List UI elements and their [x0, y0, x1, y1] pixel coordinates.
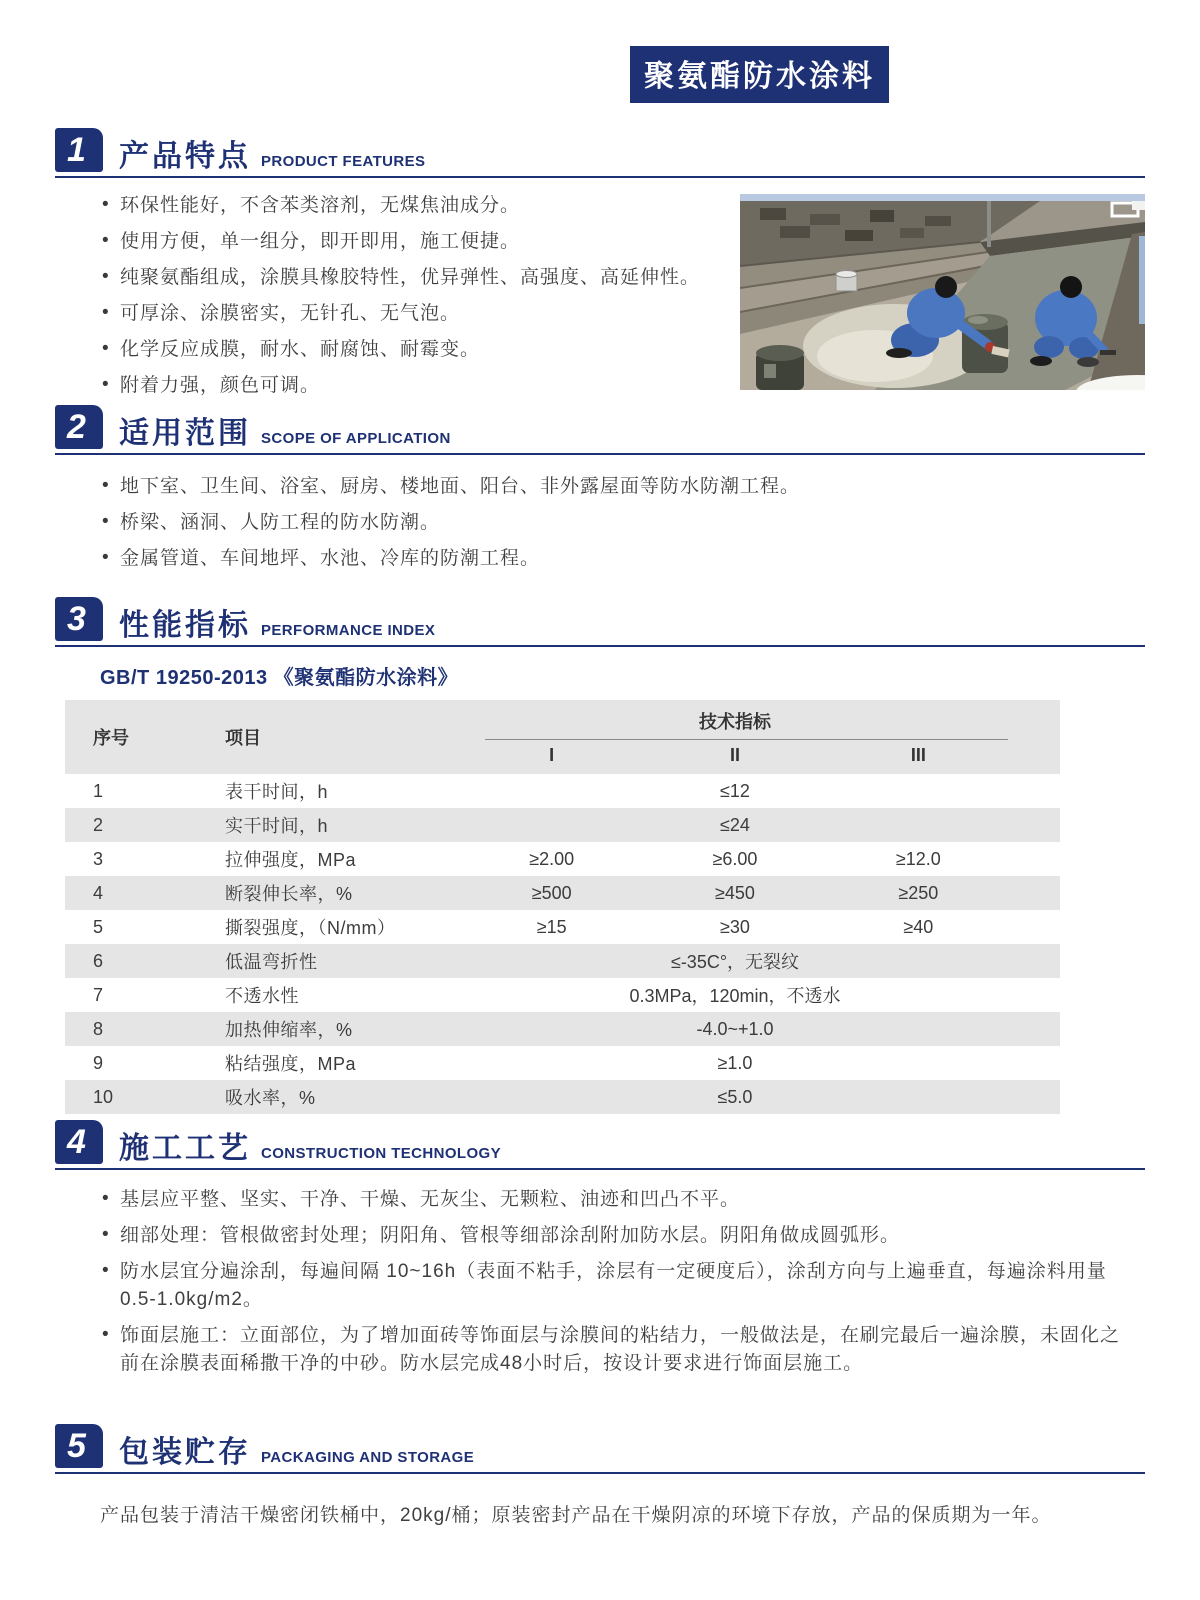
page-title: 聚氨酯防水涂料 — [630, 46, 889, 103]
section-header — [55, 597, 1145, 647]
section-header — [55, 405, 1145, 455]
section-header — [55, 1424, 1145, 1474]
product-application-photo — [740, 194, 1145, 390]
section-header — [55, 128, 1145, 178]
section-title-zh: 适用范围 — [119, 417, 251, 450]
section-title-zh: 施工工艺 — [119, 1132, 251, 1165]
table-row: 9 粘结强度，MPa ≥1.0 — [93, 1052, 753, 1074]
section-title-en: PRODUCT FEATURES — [261, 153, 426, 170]
table-row: 8 加热伸缩率，% -4.0~+1.0 — [65, 1012, 1060, 1046]
list-item: • 防水层宜分遍涂刮，每遍间隔 10~16h（表面不粘手，涂层有一定硬度后），涂刮方向与上遍垂直，每遍涂料用量 0.5-1.0kg/m2。 — [100, 1258, 1135, 1314]
feature-list — [100, 192, 740, 408]
section-number-badge: 4 — [55, 1120, 103, 1164]
table-row: 6 低温弯折性 ≤-35C°，无裂纹 — [65, 944, 1060, 978]
table-row: 5 撕裂强度，（N/mm） ≥15 ≥30 ≥40 — [93, 916, 934, 938]
section-title-zh: 包装贮存 — [119, 1436, 251, 1469]
list-item: • 可厚涂、涂膜密实，无针孔、无气泡。 — [100, 300, 720, 328]
section-product-features — [55, 128, 1145, 408]
list-item: • 附着力强，颜色可调。 — [100, 372, 720, 400]
section-packaging — [55, 1424, 1145, 1527]
list-item: • 桥梁、涵洞、人防工程的防水防潮。 — [100, 509, 1145, 537]
table-row: 3 拉伸强度，MPa ≥2.00 ≥6.00 ≥12.0 — [93, 848, 941, 870]
packaging-paragraph: 产品包装于清洁干燥密闭铁桶中，20kg/桶；原装密封产品在干燥阴凉的环境下存放，产品的保质期为一年。 — [100, 1505, 1052, 1526]
list-item: • 金属管道、车间地坪、水池、冷库的防潮工程。 — [100, 545, 1145, 573]
list-item: • 地下室、卫生间、浴室、厨房、楼地面、阳台、非外露屋面等防水防潮工程。 — [100, 473, 1145, 501]
section-scope — [55, 405, 1145, 581]
list-item: • 环保性能好，不含苯类溶剂，无煤焦油成分。 — [100, 192, 720, 220]
list-item: • 细部处理：管根做密封处理；阴阳角、管根等细部涂刮附加防水层。阴阳角做成圆弧形。 — [100, 1222, 1135, 1250]
table-body — [65, 774, 1060, 1114]
section-performance — [55, 597, 1145, 1114]
section-title-en: SCOPE OF APPLICATION — [261, 430, 451, 447]
table-row: 2 实干时间，h ≤24 — [65, 808, 1060, 842]
table-header — [65, 700, 1060, 774]
section-title-zh: 性能指标 — [119, 609, 251, 642]
table-row: 4 断裂伸长率，% ≥500 ≥450 ≥250 — [65, 876, 1060, 910]
list-item: • 纯聚氨酯组成，涂膜具橡胶特性，优异弹性、高强度、高延伸性。 — [100, 264, 720, 292]
construction-list — [100, 1186, 1145, 1378]
performance-table — [65, 700, 1060, 1114]
column-header-grade-1: I — [549, 745, 555, 765]
section-title-zh: 产品特点 — [119, 140, 251, 173]
list-item: • 基层应平整、坚实、干净、干燥、无灰尘、无颗粒、油迹和凹凸不平。 — [100, 1186, 1135, 1214]
section-number-badge: 2 — [55, 405, 103, 449]
section-title-en: PERFORMANCE INDEX — [261, 622, 436, 639]
list-item: • 饰面层施工：立面部位，为了增加面砖等饰面层与涂膜间的粘结力，一般做法是，在刷完最后一遍涂膜，未固化之前在涂膜表面稀撒干净的中砂。防水层完成48小时后，按设计要求进行饰面层施工。 — [100, 1322, 1135, 1378]
scope-list — [100, 473, 1145, 573]
section-title-en: CONSTRUCTION TECHNOLOGY — [261, 1145, 502, 1162]
section-number-badge: 5 — [55, 1424, 103, 1468]
section-construction — [55, 1120, 1145, 1386]
section-header — [55, 1120, 1145, 1170]
table-row: 10 吸水率，% ≤5.0 — [65, 1080, 1060, 1114]
list-item: • 使用方便，单一组分，即开即用，施工便捷。 — [100, 228, 720, 256]
section-title-en: PACKAGING AND STORAGE — [261, 1449, 475, 1466]
column-header-grade-2: II — [729, 745, 740, 765]
column-header-grade-3: III — [910, 745, 926, 765]
section-number-badge: 1 — [55, 128, 103, 172]
section-number-badge: 3 — [55, 597, 103, 641]
column-header-no: 序号 — [93, 728, 129, 748]
column-header-tech: 技术指标 — [460, 700, 1010, 740]
column-header-item: 项目 — [225, 728, 261, 748]
list-item: • 化学反应成膜，耐水、耐腐蚀、耐霉变。 — [100, 336, 720, 364]
table-row: 7 不透水性 0.3MPa，120min，不透水 — [93, 984, 841, 1006]
standard-reference: GB/T 19250-2013 《聚氨酯防水涂料》 — [100, 667, 459, 689]
table-row: 1 表干时间，h ≤12 — [93, 780, 750, 802]
